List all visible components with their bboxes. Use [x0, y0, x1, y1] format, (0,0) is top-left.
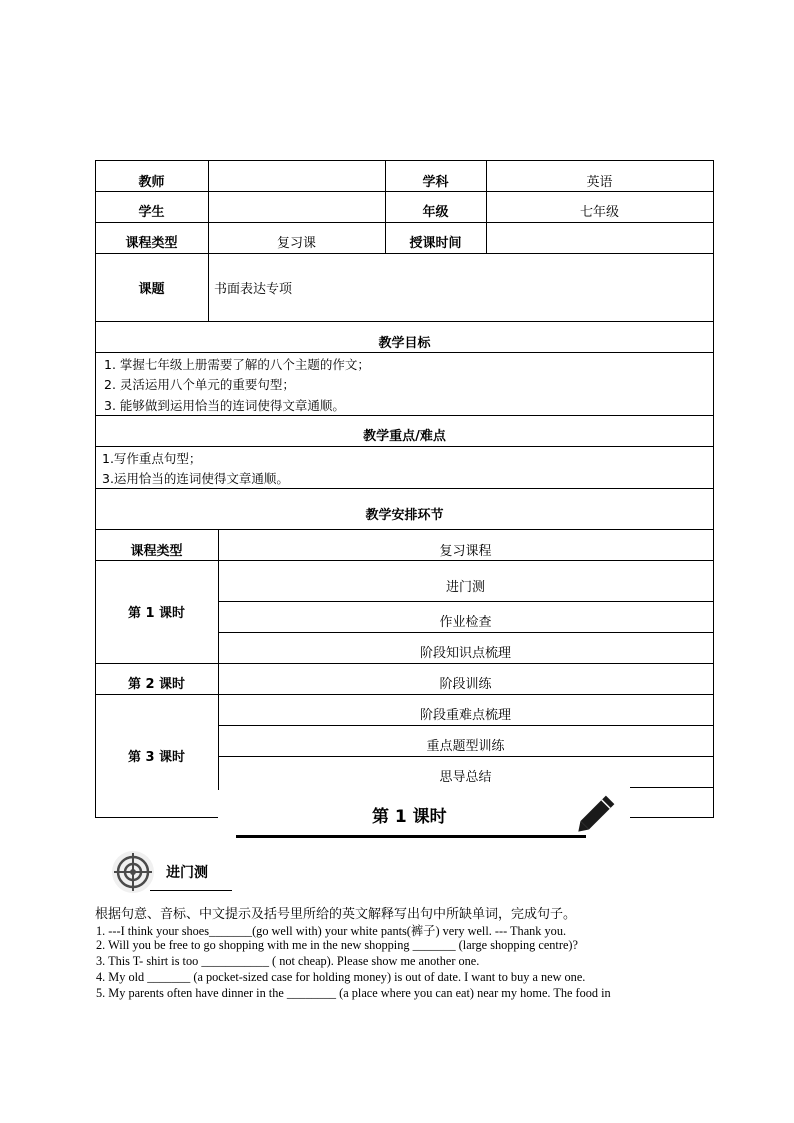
- teacher-label: 教师: [138, 174, 165, 190]
- exercise-item: 1. ---I think your shoes_______(go well with) your white pants(裤子) very well. --- Thank you.: [96, 924, 567, 938]
- course-type-value[interactable]: 复习课: [276, 235, 316, 251]
- pencil-icon: [570, 788, 622, 840]
- lesson-2-label: 第 2 课时: [127, 676, 186, 692]
- grade-label: 年级: [422, 204, 449, 220]
- exercise-item: 5. My parents often have dinner in the ________ (a place where you can eat) near my home. The food in: [96, 986, 611, 1000]
- schedule-header-value: 复习课程: [439, 543, 492, 559]
- exercise-item: 2. Will you be free to go shopping with me in the new shopping _______ (large shopping centre)?: [96, 938, 578, 952]
- schedule-item[interactable]: 阶段重难点梳理: [419, 707, 511, 723]
- teacher-value[interactable]: [208, 168, 385, 192]
- key-points-title: 教学重点/难点: [363, 428, 446, 444]
- subsection-title: 进门测: [166, 865, 208, 881]
- schedule-item[interactable]: 阶段知识点梳理: [419, 645, 511, 661]
- time-value[interactable]: [486, 229, 713, 253]
- topic-label: 课题: [138, 281, 165, 297]
- exercise-item: 3. This T- shirt is too ___________ ( not cheap). Please show me another one.: [96, 954, 480, 968]
- subject-label: 学科: [422, 174, 449, 190]
- instructions: 根据句意、音标、中文提示及括号里所给的英文解释写出句中所缺单词，完成句子。: [95, 907, 577, 922]
- schedule-item[interactable]: 阶段训练: [439, 676, 492, 692]
- subject-value[interactable]: 英语: [586, 174, 613, 190]
- topic-value[interactable]: 书面表达专项: [214, 281, 293, 297]
- section-banner-title: 第 1 课时: [372, 807, 447, 827]
- student-label: 学生: [138, 204, 165, 220]
- goal-item: 1. 掌握七年级上册需要了解的八个主题的作文；: [104, 357, 370, 372]
- schedule-item[interactable]: 重点题型训练: [426, 738, 505, 754]
- key-point-item: 3.运用恰当的连词使得文章通顺。: [102, 471, 289, 486]
- target-icon: [110, 849, 156, 895]
- time-label: 授课时间: [409, 235, 462, 251]
- schedule-item[interactable]: 进门测: [445, 579, 485, 595]
- subsection-underline: [150, 890, 232, 891]
- exercise-item: 4. My old _______ (a pocket-sized case for holding money) is out of date. I want to buy a new one.: [96, 970, 586, 984]
- student-value[interactable]: [208, 198, 385, 222]
- schedule-item[interactable]: 思导总结: [439, 769, 492, 785]
- banner-underline: [236, 835, 586, 838]
- lesson-3-label: 第 3 课时: [127, 750, 186, 765]
- schedule-title: 教学安排环节: [365, 507, 444, 523]
- course-type-label: 课程类型: [125, 235, 178, 251]
- goal-item: 3. 能够做到运用恰当的连词使得文章通顺。: [104, 398, 345, 413]
- goal-item: 2. 灵活运用八个单元的重要句型；: [104, 377, 295, 392]
- key-point-item: 1.写作重点句型；: [102, 451, 202, 466]
- grade-value[interactable]: 七年级: [579, 204, 619, 220]
- schedule-item[interactable]: 作业检查: [439, 614, 492, 630]
- lesson-1-label: 第 1 课时: [127, 606, 186, 621]
- goals-title: 教学目标: [378, 335, 431, 351]
- schedule-header-label: 课程类型: [130, 543, 183, 559]
